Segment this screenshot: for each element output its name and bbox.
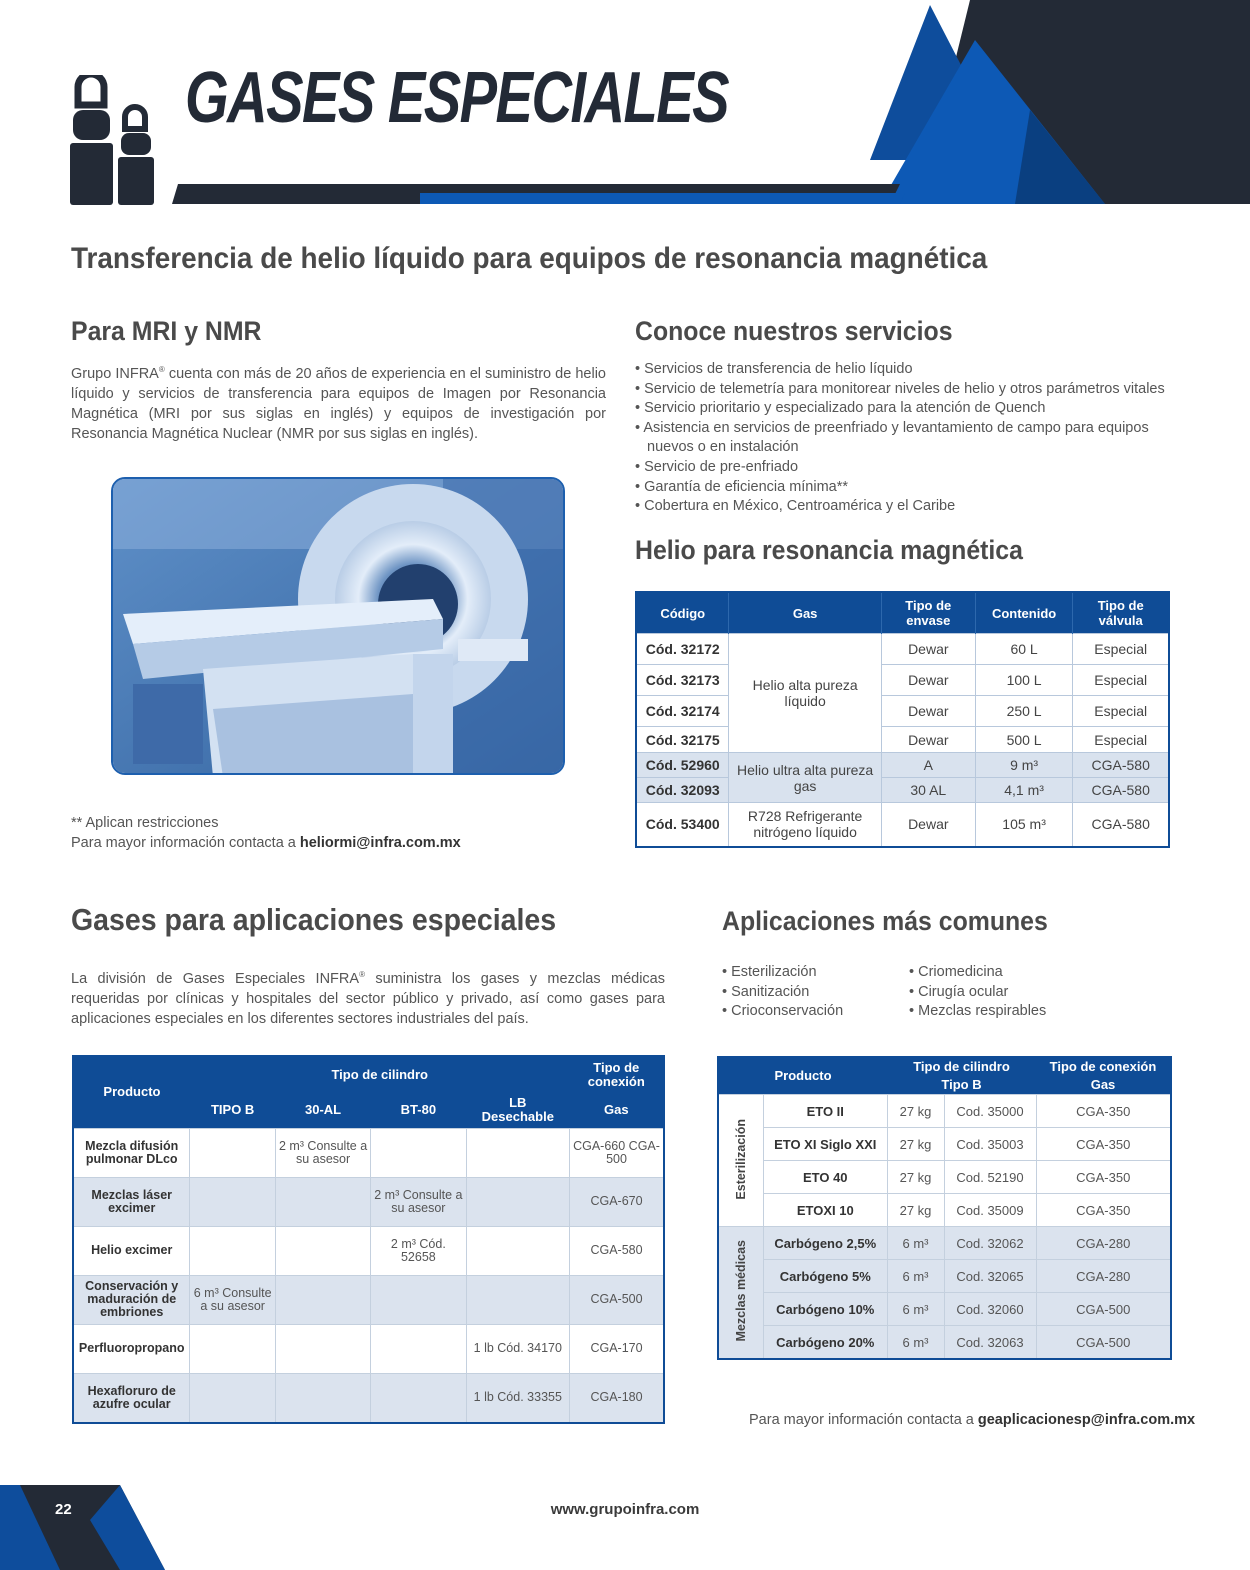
table-row: Mezclas médicas Carbógeno 2,5% 6 m³ Cod. 32062 CGA-280	[718, 1227, 1171, 1260]
group-label: Mezclas médicas	[718, 1227, 764, 1360]
table-row: Cód. 53400 R728 Refrigerante nitrógeno líquido Dewar 105 m³ CGA-580	[636, 803, 1169, 847]
col-header: Contenido	[975, 592, 1073, 634]
table-row: Helio excimer 2 m³ Cód. 52658 CGA-580	[73, 1226, 664, 1275]
col-header: Gas	[729, 592, 881, 634]
services-list	[635, 360, 1175, 517]
table-row: Mezcla difusión pulmonar DLco 2 m³ Consulte a su asesor CGA-660 CGA-500	[73, 1128, 664, 1177]
table-row: Carbógeno 5% 6 m³ Cod. 32065 CGA-280	[718, 1260, 1171, 1293]
list-item: • Servicio de telemetría para monitorear niveles de helio y otros parámetros vitales	[635, 380, 1175, 400]
table-row: Cód. 32093 30 AL 4,1 m³ CGA-580	[636, 778, 1169, 803]
helio-contact-line: Para mayor información contacta a heliormi@infra.com.mx	[71, 835, 461, 851]
list-item: nuevos o en instalación	[647, 439, 799, 456]
list-item: • Servicio prioritario y especializado para la atención de Quench	[635, 399, 1175, 419]
list-item: • Servicio de pre-enfriado	[635, 458, 1175, 478]
list-item: • Garantía de eficiencia mínima**	[635, 478, 1175, 498]
table-row: Cód. 32175 Dewar 500 L Especial	[636, 727, 1169, 753]
helio-table	[635, 591, 1170, 848]
services-title: Conoce nuestros servicios	[635, 316, 953, 346]
helio-contact-email[interactable]: heliormi@infra.com.mx	[299, 835, 461, 851]
table-row: ETO 40 27 kg Cod. 52190 CGA-350	[718, 1161, 1171, 1194]
list-item: • Esterilización	[722, 963, 902, 983]
gas-group-cell: R728 Refrigerante nitrógeno líquido	[729, 803, 881, 847]
footer-graphic	[0, 1480, 170, 1570]
gas-cylinders-icon	[70, 75, 155, 205]
table-row: Cód. 32172 Helio alta pureza líquido Dewar 60 L Especial	[636, 634, 1169, 665]
mri-scanner-photo	[111, 477, 565, 775]
mri-section-body: Grupo INFRA® cuenta con más de 20 años de experiencia en el suministro de helio líquido y servicios de transferencia para equipos de Imagen por Resonancia Magnética (MRI por sus siglas en inglés) y equipos de investigación por Resonancia Magnética Nuclear (NMR por sus siglas en inglés).	[71, 365, 606, 442]
gas-group-cell: Helio alta pureza líquido	[729, 634, 881, 753]
list-item: • Cobertura en México, Centroamérica y el Caribe	[635, 497, 1175, 517]
table-row: ETOXI 10 27 kg Cod. 35009 CGA-350	[718, 1194, 1171, 1227]
table-row: Cód. 32174 Dewar 250 L Especial	[636, 696, 1169, 727]
table-row: Perfluoropropano 1 lb Cód. 34170 CGA-170	[73, 1324, 664, 1373]
aplicaciones-title: Aplicaciones más comunes	[722, 906, 1048, 936]
list-item: • Servicios de transferencia de helio líquido	[635, 360, 1175, 380]
table-row: Esterilización ETO II 27 kg Cod. 35000 CGA-350	[718, 1095, 1171, 1128]
aplicaciones-table: Producto Tipo de cilindro Tipo de conexión Tipo B Gas Esterilización ETO II 27 kg Cod. 35000 CGA-350 ETO XI Siglo XXI 27 kg Cod. 35003 CGA-350 ETO 40 27 kg Cod. 52190 CGA-350 ETOXI 10 27 kg Cod. 35009 CGA-350 Mezclas médicas Carbógeno 2,5% 6 m³ Cod. 32062 CGA-280 Carbógeno 5% 6 m³ Cod. 32065 CGA-280 Carbógeno 10% 6 m³ Cod. 32060 CGA-500 Carbógeno 20% 6 m³ Cod. 32063 CGA-500	[717, 1056, 1172, 1360]
restrictions-note: ** Aplican restricciones	[71, 815, 219, 831]
table-row: Hexafloruro de azufre ocular 1 lb Cód. 33355 CGA-180	[73, 1373, 664, 1423]
main-title: Transferencia de helio líquido para equipos de resonancia magnética	[71, 242, 988, 275]
gas-group-cell: Helio ultra alta pureza gas	[729, 753, 881, 803]
especiales-table: Producto Tipo de cilindro Tipo de conexión TIPO B 30-AL BT-80 LB Desechable Gas Mezcla difusión pulmonar DLco 2 m³ Consulte a su asesor CGA-660 CGA-500 Mezclas láser excimer 2 m³ Consulte a su asesor CGA-670 Helio excimer 2 m³ Cód. 52658 CGA-580 Conservación y maduración de embriones 6 m³ Consulte a su asesor CGA-500 Perfluoropropano 1 lb Cód. 34170 CGA-170 Hexafloruro de azufre ocular 1 lb Cód. 33355 CGA-180	[72, 1055, 665, 1424]
list-item: • Crioconservación	[722, 1002, 902, 1022]
list-item: • Cirugía ocular	[909, 983, 1109, 1003]
aplicaciones-list-2	[909, 963, 1109, 1022]
header-title: GASES ESPECIALES	[185, 58, 729, 138]
table-row: Mezclas láser excimer 2 m³ Consulte a su asesor CGA-670	[73, 1177, 664, 1226]
footer-url[interactable]: www.grupoinfra.com	[550, 1501, 700, 1518]
list-item: • Criomedicina	[909, 963, 1109, 983]
list-item: • Sanitización	[722, 983, 902, 1003]
table-row: ETO XI Siglo XXI 27 kg Cod. 35003 CGA-350	[718, 1128, 1171, 1161]
page-number: 22	[55, 1501, 72, 1518]
table-row: Carbógeno 10% 6 m³ Cod. 32060 CGA-500	[718, 1293, 1171, 1326]
aplicaciones-contact-email[interactable]: geaplicacionesp@infra.com.mx	[977, 1412, 1196, 1428]
col-header: Código	[636, 592, 729, 634]
list-item: • Asistencia en servicios de preenfriado y levantamiento de campo para equipos	[635, 419, 1175, 439]
table-row: Cód. 32173 Dewar 100 L Especial	[636, 665, 1169, 696]
especiales-body: La división de Gases Especiales INFRA® suministra los gases y mezclas médicas requeridas por clínicas y hospitales del sector público y privado, así como gases para aplicaciones especiales en los diferentes sectores industriales del país.	[71, 970, 665, 1027]
col-header: Tipo de válvula	[1073, 592, 1169, 634]
col-header: Tipo de envase	[881, 592, 975, 634]
table-row: Carbógeno 20% 6 m³ Cod. 32063 CGA-500	[718, 1326, 1171, 1360]
aplicaciones-list-1	[722, 963, 902, 1022]
helio-table-title: Helio para resonancia magnética	[635, 535, 1023, 565]
especiales-title: Gases para aplicaciones especiales	[71, 902, 557, 937]
group-label: Esterilización	[718, 1095, 764, 1227]
aplicaciones-contact-line: Para mayor información contacta a geaplicacionesp@infra.com.mx	[749, 1412, 1196, 1428]
table-row: Cód. 52960 Helio ultra alta pureza gas A 9 m³ CGA-580	[636, 753, 1169, 778]
mri-section-title: Para MRI y NMR	[71, 316, 262, 346]
list-item: • Mezclas respirables	[909, 1002, 1109, 1022]
table-row: Conservación y maduración de embriones 6 m³ Consulte a su asesor CGA-500	[73, 1275, 664, 1324]
